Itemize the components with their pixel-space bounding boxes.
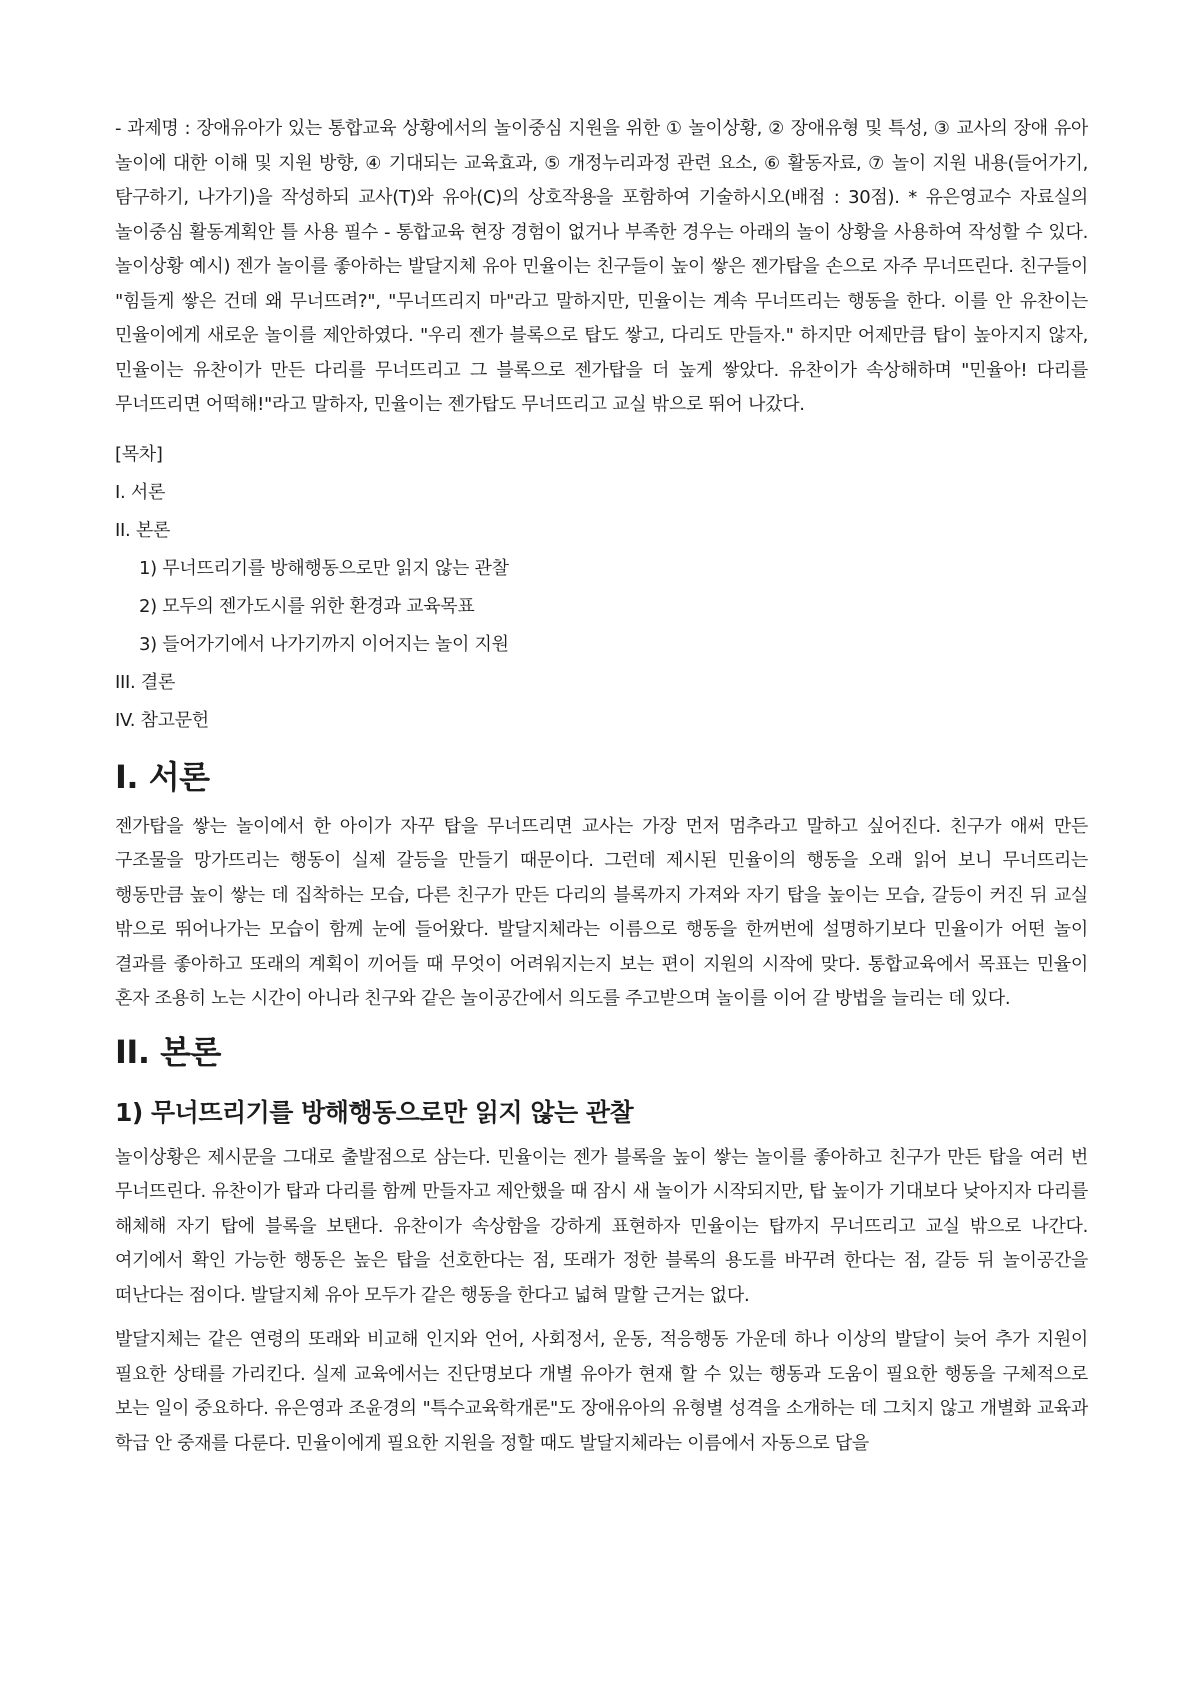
- subsection-heading-observation: 1) 무너뜨리기를 방해행동으로만 읽지 않는 관찰: [115, 1097, 634, 1127]
- toc-item: 2) 모두의 젠가도시를 위한 환경과 교육목표: [139, 595, 475, 617]
- toc-item: 1) 무너뜨리기를 방해행동으로만 읽지 않는 관찰: [139, 557, 509, 579]
- toc-item: I. 서론: [115, 481, 166, 503]
- section-heading-intro: I. 서론: [115, 757, 210, 796]
- toc-heading: [목차]: [115, 443, 163, 465]
- toc-item: III. 결론: [115, 671, 176, 693]
- toc-item: 3) 들어가기에서 나가기까지 이어지는 놀이 지원: [139, 633, 509, 655]
- toc-item: II. 본론: [115, 519, 171, 541]
- toc-item: IV. 참고문헌: [115, 709, 209, 731]
- intro-paragraph: 젠가탑을 쌓는 놀이에서 한 아이가 자꾸 탑을 무너뜨리면 교사는 가장 먼저 멈추라고 말하고 싶어진다. 친구가 애써 만든 구조물을 망가뜨리는 행동이 실제 갈등을 만들기 때문이다. 그런데 제시된 민율이의 행동을 오래 읽어 보니 무너뜨리는 행동만큼 높이 쌓는 데 집착하는 모습, 다른 친구가 만든 다리의 블록까지 가져와 자기 탑을 높이는 모습, 갈등이 커진 뒤 교실 밖으로 뛰어나가는 모습이 함께 눈에 들어왔다. 발달지체라는 이름으로 행동을 한꺼번에 설명하기보다 민율이가 어떤 놀이 결과를 좋아하고 또래의 계획이 끼어들 때 무엇이 어려워지는지 보는 편이 지원의 시작에 맞다. 통합교육에서 목표는 민율이 혼자 조용히 노는 시간이 아니라 친구와 같은 놀이공간에서 의도를 주고받으며 놀이를 이어 갈 방법을 늘리는 데 있다.: [115, 815, 1088, 1009]
- body-paragraph: 발달지체는 같은 연령의 또래와 비교해 인지와 언어, 사회정서, 운동, 적응행동 가운데 하나 이상의 발달이 늦어 추가 지원이 필요한 상태를 가리킨다. 실제 교육에서는 진단명보다 개별 유아가 현재 할 수 있는 행동과 도움이 필요한 행동을 구체적으로 보는 일이 중요하다. 유은영과 조윤경의 "특수교육학개론"도 장애유아의 유형별 성격을 소개하는 데 그치지 않고 개별화 교육과 학급 안 중재를 다룬다. 민율이에게 필요한 지원을 정할 때도 발달지체라는 이름에서 자동으로 답을: [115, 1329, 1088, 1454]
- section-heading-body: II. 본론: [115, 1032, 221, 1071]
- body-paragraph: 놀이상황은 제시문을 그대로 출발점으로 삼는다. 민율이는 젠가 블록을 높이 쌓는 놀이를 좋아하고 친구가 만든 탑을 여러 번 무너뜨린다. 유찬이가 탑과 다리를 함께 만들자고 제안했을 때 잠시 새 놀이가 시작되지만, 탑 높이가 기대보다 낮아지자 다리를 해체해 자기 탑에 블록을 보탠다. 유찬이가 속상함을 강하게 표현하자 민율이는 탑까지 무너뜨리고 교실 밖으로 나간다. 여기에서 확인 가능한 행동은 높은 탑을 선호한다는 점, 또래가 정한 블록의 용도를 바꾸려 한다는 점, 갈등 뒤 놀이공간을 떠난다는 점이다. 발달지체 유아 모두가 같은 행동을 한다고 넓혀 말할 근거는 없다.: [115, 1146, 1088, 1306]
- assignment-prompt: - 과제명 : 장애유아가 있는 통합교육 상황에서의 놀이중심 지원을 위한 ① 놀이상황, ② 장애유형 및 특성, ③ 교사의 장애 유아 놀이에 대한 이해 및 지원 방향, ④ 기대되는 교육효과, ⑤ 개정누리과정 관련 요소, ⑥ 활동자료, ⑦ 놀이 지원 내용(들어가기, 탐구하기, 나가기)을 작성하되 교사(T)와 유아(C)의 상호작용을 포함하여 기술하시오(배점 : 30점). * 유은영교수 자료실의 놀이중심 활동계획안 틀 사용 필수 - 통합교육 현장 경험이 없거나 부족한 경우는 아래의 놀이 상황을 사용하여 작성할 수 있다. 놀이상황 예시) 젠가 놀이를 좋아하는 발달지체 유아 민율이는 친구들이 높이 쌓은 젠가탑을 손으로 자주 무너뜨린다. 친구들이 "힘들게 쌓은 건데 왜 무너뜨려?", "무너뜨리지 마"라고 말하지만, 민율이는 계속 무너뜨리는 행동을 한다. 이를 안 유찬이는 민율이에게 새로운 놀이를 제안하였다. "우리 젠가 블록으로 탑도 쌓고, 다리도 만들자." 하지만 어제만큼 탑이 높아지지 않자, 민율이는 유찬이가 만든 다리를 무너뜨리고 그 블록으로 젠가탑을 더 높게 쌓았다. 유찬이가 속상해하며 "민율아! 다리를 무너뜨리면 어떡해!"라고 말하자, 민율이는 젠가탑도 무너뜨리고 교실 밖으로 뛰어 나갔다.: [115, 118, 1088, 415]
- table-of-contents: [115, 436, 1088, 740]
